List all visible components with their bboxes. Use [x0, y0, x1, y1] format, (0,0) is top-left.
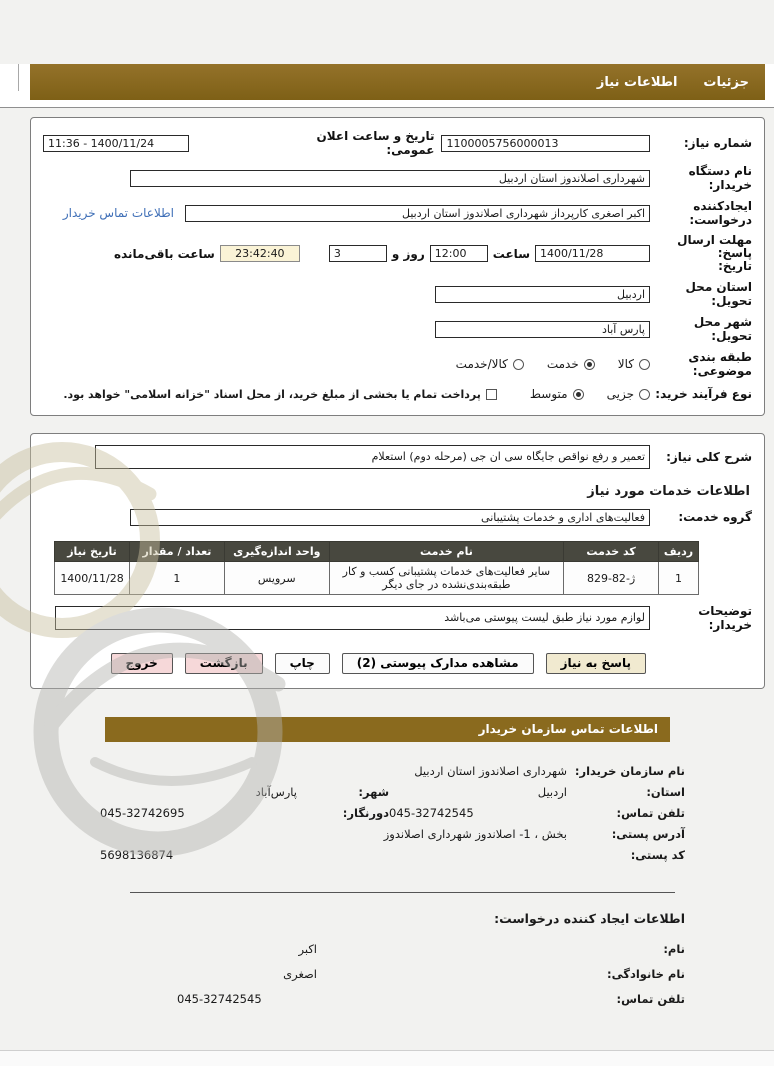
need-description-field[interactable]: تعمیر و رفع نواقص جایگاه سی ان جی (مرحله دوم) استعلام	[95, 445, 650, 469]
announce-datetime-field[interactable]: 11:36 - 1400/11/24	[43, 135, 189, 152]
radio-service-label: خدمت	[546, 357, 579, 371]
org-name-label: نام سازمان خریدار:	[574, 764, 685, 778]
postal-code-label: کد پستی:	[630, 848, 685, 862]
exit-button[interactable]: خروج	[111, 653, 173, 674]
need-summary-box	[30, 117, 765, 416]
services-section-heading: اطلاعات خدمات مورد نیاز	[587, 484, 750, 499]
tab-details[interactable]: جزئیات	[703, 74, 749, 90]
buyer-notes-label: توضیحات خریدار:	[698, 604, 752, 632]
col-need-date: تاریخ نیاز	[55, 542, 130, 562]
col-service-name: نام خدمت	[329, 542, 563, 562]
need-number-label: شماره نیاز:	[683, 136, 752, 150]
contact-city-label: شهر:	[358, 785, 389, 799]
creator-phone-value: 045-32742545	[177, 992, 262, 1006]
announce-datetime-label: تاریخ و ساعت اعلان عمومی:	[316, 129, 435, 157]
services-table-header-row	[55, 542, 699, 562]
deadline-hour-label: ساعت	[492, 246, 530, 261]
cell-quantity: 1	[130, 562, 225, 595]
need-number-field[interactable]: 1100005756000013	[441, 135, 650, 152]
delivery-city-field[interactable]: پارس آباد	[435, 321, 650, 338]
col-row-number: ردیف	[659, 542, 699, 562]
deadline-hour-field[interactable]: 12:00	[430, 245, 488, 262]
postal-address-value: بخش ، 1- اصلاندوز شهرداری اصلاندوز	[383, 827, 567, 841]
request-creator-section	[100, 911, 685, 1006]
radio-service[interactable]	[584, 359, 595, 370]
respond-button[interactable]: پاسخ به نیاز	[546, 653, 646, 674]
request-creator-field[interactable]: اکبر اصغری کارپرداز شهرداری اصلاندوز استان اردبیل	[185, 205, 650, 222]
delivery-city-label: شهر محل تحویل:	[693, 315, 752, 343]
radio-medium[interactable]	[573, 389, 584, 400]
page-content	[30, 64, 765, 1006]
need-description-label: شرح کلی نیاز:	[666, 450, 752, 464]
cell-need-date: 1400/11/28	[55, 562, 130, 595]
contact-fax-value: 045-32742695	[100, 806, 185, 820]
radio-medium-label: متوسط	[529, 387, 568, 401]
postal-address-label: آدرس پستی:	[611, 827, 685, 841]
col-quantity: تعداد / مقدار	[130, 542, 225, 562]
col-unit: واحد اندازه‌گیری	[224, 542, 329, 562]
creator-family-value: اصغری	[283, 967, 317, 981]
service-group-label: گروه خدمت:	[678, 510, 752, 524]
response-deadline-row	[43, 234, 752, 273]
creator-name-value: اکبر	[298, 942, 317, 956]
cell-unit: سرویس	[224, 562, 329, 595]
services-table	[54, 541, 699, 595]
remaining-days-label: روز و	[391, 246, 425, 261]
treasury-checkbox[interactable]	[486, 389, 497, 400]
contact-phone-value: 045-32742545	[389, 806, 474, 820]
attachments-button[interactable]: مشاهده مدارک پیوستی (2)	[342, 653, 534, 674]
section-divider	[130, 892, 675, 893]
service-group-field[interactable]: فعالیت‌های اداری و خدمات پشتیبانی	[130, 509, 650, 526]
deadline-date-field[interactable]: 1400/11/28	[535, 245, 650, 262]
radio-minor[interactable]	[639, 389, 650, 400]
response-deadline-label: مهلت ارسال پاسخ: تاریخ:	[677, 233, 752, 273]
service-group-row	[43, 508, 752, 526]
back-button[interactable]: بازگشت	[185, 653, 263, 674]
buyer-device-row	[43, 164, 752, 192]
org-name-value: شهرداری اصلاندوز استان اردبیل	[414, 764, 567, 778]
print-button[interactable]: چاپ	[275, 653, 330, 674]
action-buttons	[43, 653, 646, 674]
contact-city-value: پارس‌آباد	[255, 785, 297, 799]
bottom-divider	[0, 1050, 774, 1066]
creator-phone-label: تلفن تماس:	[616, 992, 685, 1006]
remaining-days-field[interactable]: 3	[329, 245, 387, 262]
contact-phone-label: تلفن تماس:	[616, 806, 685, 820]
creator-name-label: نام:	[663, 942, 685, 956]
process-type-label: نوع فرآیند خرید:	[655, 387, 752, 401]
radio-goods-service[interactable]	[513, 359, 524, 370]
cell-row-number: 1	[659, 562, 699, 595]
need-detail-box	[30, 433, 765, 689]
top-left-tick	[18, 64, 19, 91]
creator-family-label: نام خانوادگی:	[607, 967, 685, 981]
col-service-code: کد خدمت	[564, 542, 659, 562]
subject-classification-label: طبقه بندی موضوعی:	[688, 350, 752, 378]
treasury-note: پرداخت تمام یا بخشی از مبلغ خرید، از محل اسناد "خزانه اسلامی" خواهد بود.	[63, 387, 481, 401]
request-creator-label: ایجادکننده درخواست:	[689, 199, 752, 227]
creator-section-heading: اطلاعات ایجاد کننده درخواست:	[494, 911, 685, 926]
table-row	[55, 562, 699, 595]
tab-bar	[30, 64, 765, 100]
contact-province-value: اردبیل	[537, 785, 567, 799]
contact-province-label: استان:	[646, 785, 685, 799]
buyer-device-field[interactable]: شهرداری اصلاندوز استان اردبیل	[130, 170, 650, 187]
buyer-notes-row	[43, 604, 752, 632]
buyer-contact-link[interactable]: اطلاعات تماس خریدار	[62, 206, 174, 220]
buyer-contact-section	[100, 764, 685, 862]
radio-goods-label: کالا	[617, 357, 634, 371]
radio-minor-label: جزیی	[606, 387, 634, 401]
need-number-row	[43, 129, 752, 157]
process-type-row	[43, 385, 752, 403]
delivery-province-field[interactable]: اردبیل	[435, 286, 650, 303]
radio-goods-service-label: کالا/خدمت	[455, 357, 508, 371]
buyer-device-label: نام دستگاه خریدار:	[688, 164, 752, 192]
contact-fax-label: دورنگار:	[342, 806, 389, 820]
buyer-notes-field[interactable]: لوازم مورد نیاز طبق لیست پیوستی می‌باشد	[55, 606, 650, 630]
buyer-contact-bar: اطلاعات تماس سازمان خریدار	[105, 717, 670, 742]
delivery-province-label: استان محل تحویل:	[685, 280, 752, 308]
radio-goods[interactable]	[639, 359, 650, 370]
remaining-time-field: 23:42:40	[220, 245, 300, 262]
tab-need-info[interactable]: اطلاعات نیاز	[596, 74, 678, 90]
remaining-time-label: ساعت باقی‌مانده	[114, 246, 215, 261]
cell-service-name: سایر فعالیت‌های خدمات پشتیبانی کسب و کار طبقه‌بندی‌نشده در جای دیگر	[329, 562, 563, 595]
delivery-city-row	[43, 315, 752, 343]
cell-service-code: ژ-82-829	[564, 562, 659, 595]
postal-code-value: 5698136874	[100, 848, 174, 862]
delivery-province-row	[43, 280, 752, 308]
subject-classification-row	[43, 350, 752, 378]
need-description-row	[43, 445, 752, 469]
request-creator-row	[43, 199, 752, 227]
